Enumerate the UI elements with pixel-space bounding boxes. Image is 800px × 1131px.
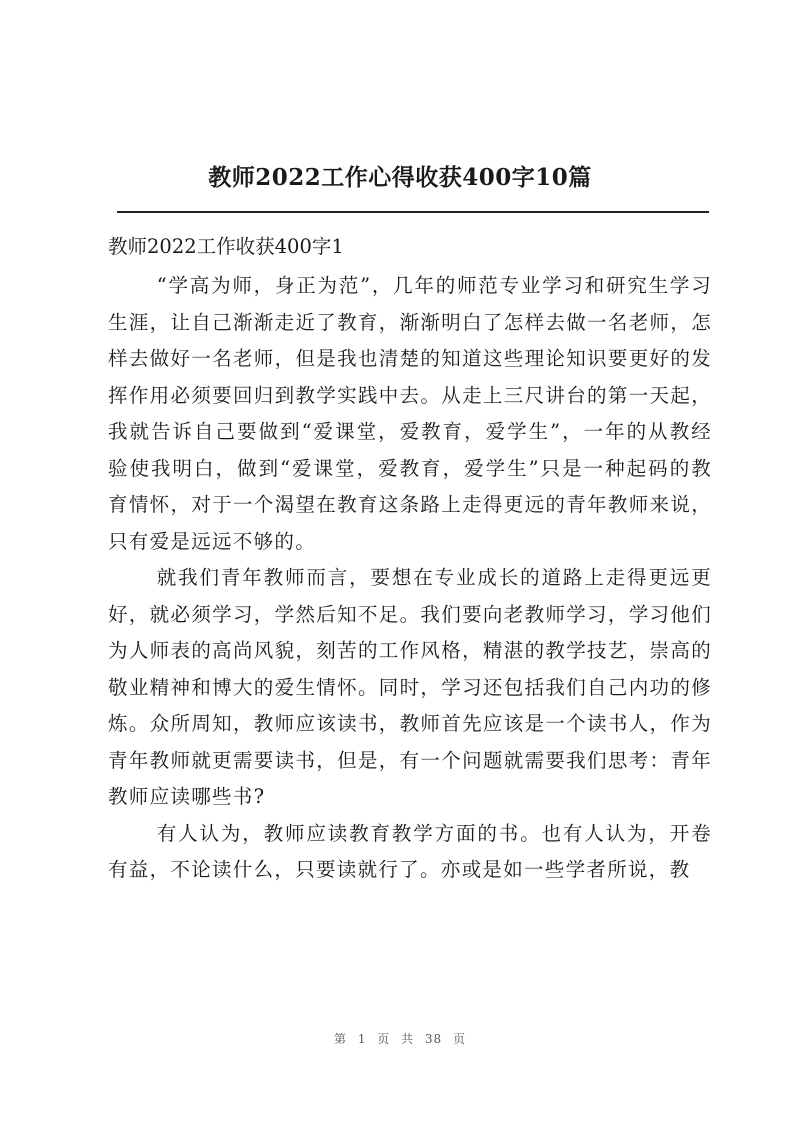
page-number-footer: 第 1 页 共 38 页 <box>334 1032 466 1046</box>
body-text <box>108 268 712 889</box>
section-heading: 教师2022工作收获400字1 <box>108 235 344 258</box>
paragraph: 就我们青年教师而言，要想在专业成长的道路上走得更远更好，就必须学习，学然后知不足。我们要向老教师学习，学习他们为人师表的高尚风貌，刻苦的工作风格，精湛的教学技艺，崇高的敬业精神和博大的爱生情怀。同时，学习还包括我们自己内功的修炼。众所周知，教师应该读书，教师首先应该是一个读书人，作为青年教师就更需要读书，但是，有一个问题就需要我们思考：青年教师应读哪些书? <box>108 566 712 808</box>
paragraph: 有人认为，教师应读教育教学方面的书。也有人认为，开卷有益，不论读什么，只要读就行了。亦或是如一些学者所说，教 <box>108 821 712 881</box>
page-title: 教师2022工作心得收获400字10篇 <box>208 164 592 191</box>
title-divider <box>117 211 709 213</box>
paragraph: “学高为师，身正为范”，几年的师范专业学习和研究生学习生涯，让自己渐渐走近了教育，渐渐明白了怎样去做一名老师，怎样去做好一名老师，但是我也清楚的知道这些理论知识要更好的发挥作用必须要回归到教学实践中去。从走上三尺讲台的第一天起，我就告诉自己要做到“爱课堂，爱教育，爱学生”，一年的从教经验使我明白，做到“爱课堂，爱教育，爱学生”只是一种起码的教育情怀，对于一个渴望在教育这条路上走得更远的青年教师来说，只有爱是远远不够的。 <box>108 274 712 553</box>
